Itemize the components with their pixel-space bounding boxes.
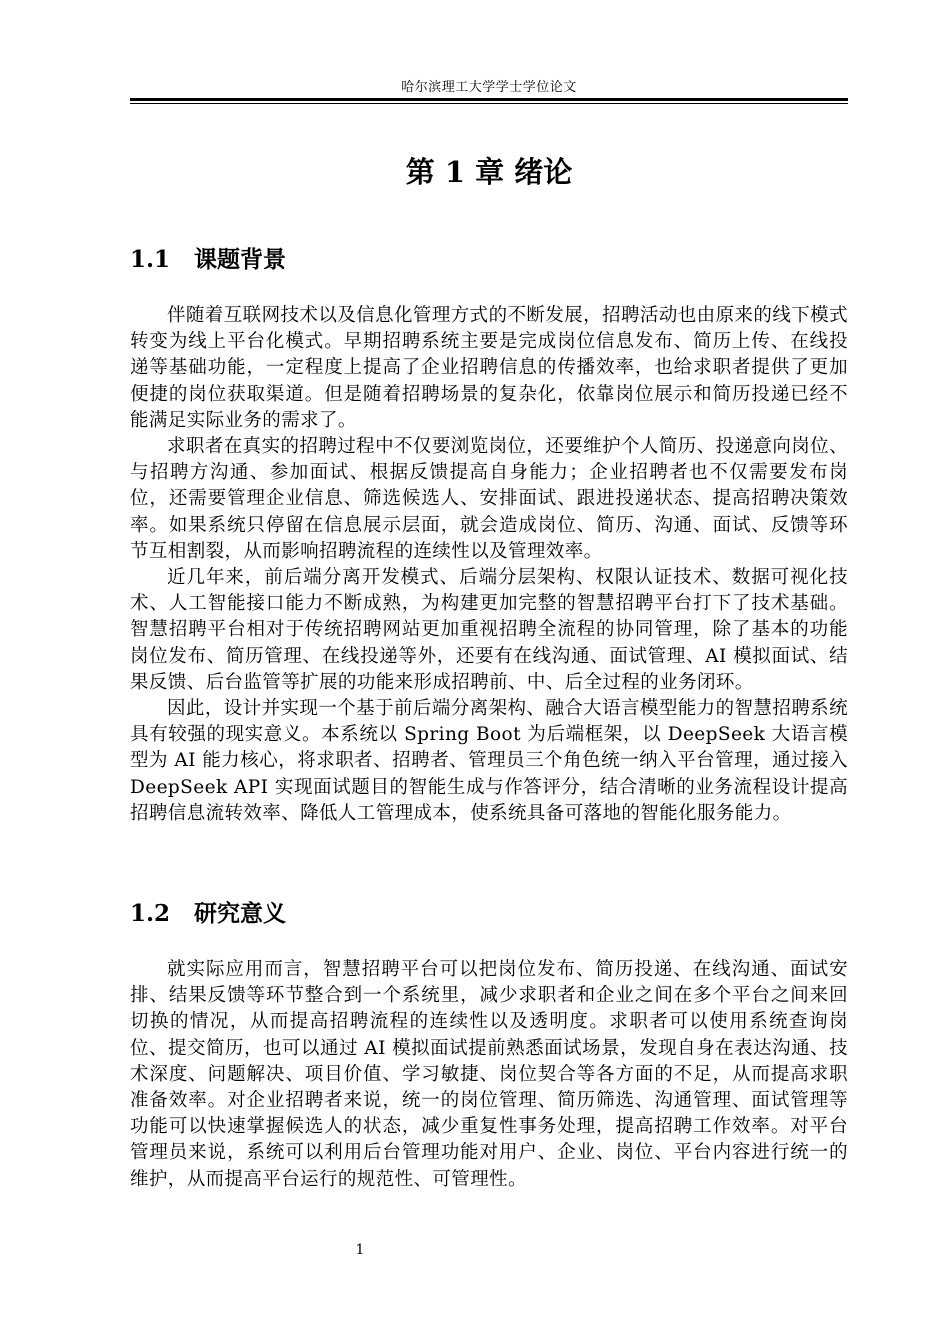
paragraph: 就实际应用而言，智慧招聘平台可以把岗位发布、简历投递、在线沟通、面试安排、结果反馈等环节整合到一个系统里，减少求职者和企业之间在多个平台之间来回切换的情况，从而提高招聘流程的连续性以及透明度。求职者可以使用系统查询岗位、提交简历，也可以通过 AI 模拟面试提前熟悉面试场景，发现自身在表达沟通、技术深度、问题解决、项目价值、学习敏捷、岗位契合等各方面的不足，从而提高求职准备效率。对企业招聘者来说，统一的岗位管理、简历筛选、沟通管理、面试管理等功能可以快速掌握候选人的状态，减少重复性事务处理，提高招聘工作效率。对平台管理员来说，系统可以利用后台管理功能对用户、企业、岗位、平台内容进行统一的维护，从而提高平台运行的规范性、可管理性。 bbox=[130, 959, 848, 1190]
paragraph: 求职者在真实的招聘过程中不仅要浏览岗位，还要维护个人简历、投递意向岗位、与招聘方沟通、参加面试、根据反馈提高自身能力；企业招聘者也不仅需要发布岗位，还需要管理企业信息、筛选候选人、安排面试、跟进投递状态、提高招聘决策效率。如果系统只停留在信息展示层面，就会造成岗位、简历、沟通、面试、反馈等环节互相割裂，从而影响招聘流程的连续性以及管理效率。 bbox=[130, 436, 848, 562]
paragraph: 因此，设计并实现一个基于前后端分离架构、融合大语言模型能力的智慧招聘系统具有较强的现实意义。本系统以 Spring Boot 为后端框架，以 DeepSeek 大语言模型为 AI 能力核心，将求职者、招聘者、管理员三个角色统一纳入平台管理，通过接入 DeepSeek API 实现面试题目的智能生成与作答评分，结合清晰的业务流程设计提高招聘信息流转效率、降低人工管理成本，使系统具备可落地的智能化服务能力。 bbox=[130, 698, 848, 824]
header-rule-thin bbox=[130, 103, 848, 104]
section-number: 1.1 bbox=[130, 246, 171, 273]
section-body-1-2 bbox=[130, 957, 848, 1193]
section-heading-1-1 bbox=[130, 244, 286, 276]
header-rule-thick bbox=[130, 98, 848, 101]
section-title: 研究意义 bbox=[194, 900, 287, 927]
section-number: 1.2 bbox=[130, 900, 171, 927]
paragraph: 伴随着互联网技术以及信息化管理方式的不断发展，招聘活动也由原来的线下模式转变为线上平台化模式。早期招聘系统主要是完成岗位信息发布、简历上传、在线投递等基础功能，一定程度上提高了企业招聘信息的传播效率，也给求职者提供了更加便捷的岗位获取渠道。但是随着招聘场景的复杂化，依靠岗位展示和简历投递已经不能满足实际业务的需求了。 bbox=[130, 305, 848, 431]
section-body-1-1 bbox=[130, 303, 848, 827]
paragraph: 近几年来，前后端分离开发模式、后端分层架构、权限认证技术、数据可视化技术、人工智能接口能力不断成熟，为构建更加完整的智慧招聘平台打下了技术基础。智慧招聘平台相对于传统招聘网站更加重视招聘全流程的协同管理，除了基本的功能岗位发布、简历管理、在线投递等外，还要有在线沟通、面试管理、AI 模拟面试、结果反馈、后台监管等扩展的功能来形成招聘前、中、后全过程的业务闭环。 bbox=[130, 567, 848, 693]
page-number: 1 bbox=[355, 1242, 365, 1258]
section-heading-1-2 bbox=[130, 898, 286, 930]
section-title: 课题背景 bbox=[194, 246, 287, 273]
running-header: 哈尔滨理工大学学士学位论文 bbox=[401, 80, 577, 95]
chapter-title: 第 1 章 绪论 bbox=[405, 155, 573, 189]
